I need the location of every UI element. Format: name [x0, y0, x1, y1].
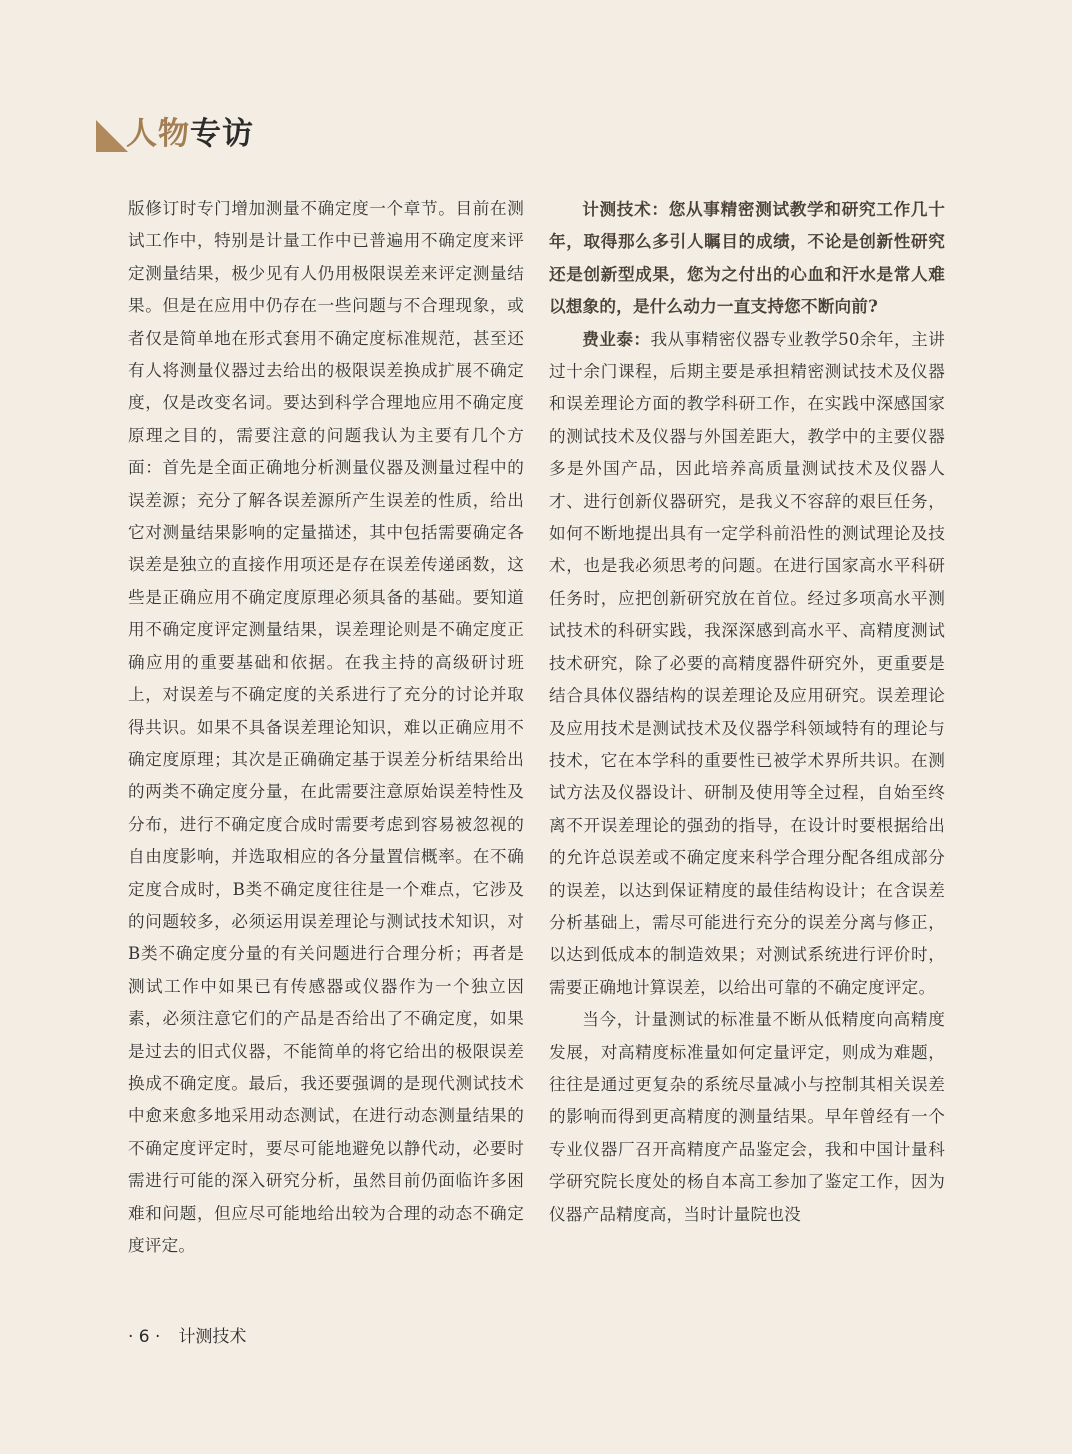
journal-name: 计测技术 [178, 1327, 247, 1347]
section-header [96, 108, 396, 158]
right-column [549, 193, 945, 1231]
answer-speaker: 费业泰： [582, 328, 651, 349]
page-number: · 6 · [128, 1327, 161, 1347]
section-title-part2: 专访 [190, 116, 254, 152]
question-speaker: 计测技术： [582, 199, 669, 219]
question-text: 您从事精密测试教学和研究工作几十年，取得那么多引人瞩目的成绩，不论是创新性研究还是创新型成果，您为之付出的心血和汗水是常人难以想象的，是什么动力一直支持您不断向前? [549, 199, 946, 317]
answer-text: 我从事精密仪器专业教学50余年，主讲过十余门课程，后期主要是承担精密测试技术及仪器和误差理论方面的教学科研工作，在实践中深感国家的测试技术及仪器与外国差距大，教学中的主要仪器多是外国产品，因此培养高质量测试技术及仪器人才、进行创新仪器研究，是我义不容辞的艰巨任务，如何不断地提出具有一定学科前沿性的测试理论及技术，也是我必须思考的问题。在进行国家高水平科研任务时，应把创新研究放在首位。经过多项高水平测试技术的科研实践，我深深感到高水平、高精度测试技术研究，除了必要的高精度器件研究外，更重要是结合具体仪器结构的误差理论及应用研究。误差理论及应用技术是测试技术及仪器学科领域特有的理论与技术，它在本学科的重要性已被学术界所共识。在测试方法及仪器设计、研制及使用等全过程，自始至终离不开误差理论的强劲的指导，在设计时要根据给出的允许总误差或不确定度来科学合理分配各组成部分的误差，以达到保证精度的最佳结构设计；在含误差分析基础上，需尽可能进行充分的误差分离与修正，以达到低成本的制造效果；对测试系统进行评价时，需要正确地计算误差，以给出可靠的不确定度评定。 [549, 329, 945, 997]
header-triangle-decoration [96, 120, 128, 152]
page-footer [128, 1322, 246, 1347]
section-title [126, 108, 254, 153]
left-column [128, 193, 524, 1262]
left-paragraph-1: 版修订时专门增加测量不确定度一个章节。目前在测试工作中，特别是计量工作中已普遍用不确定度来评定测量结果，极少见有人仍用极限误差来评定测量结果。但是在应用中仍存在一些问题与不合理现象，或者仅是简单地在形式套用不确定度标准规范，甚至还有人将测量仪器过去给出的极限误差换成扩展不确定度，仅是改变名词。要达到科学合理地应用不确定度原理之目的，需要注意的问题我认为主要有几个方面：首先是全面正确地分析测量仪器及测量过程中的误差源；充分了解各误差源所产生误差的性质，给出它对测量结果影响的定量描述，其中包括需要确定各误差是独立的直接作用项还是存在误差传递函数，这些是正确应用不确定度原理必须具备的基础。要知道用不确定度评定测量结果，误差理论则是不确定度正确应用的重要基础和依据。在我主持的高级研讨班上，对误差与不确定度的关系进行了充分的讨论并取得共识。如果不具备误差理论知识，难以正确应用不确定度原理；其次是正确确定基于误差分析结果给出的两类不确定度分量，在此需要注意原始误差特性及分布，进行不确定度合成时需要考虑到容易被忽视的自由度影响，并选取相应的各分量置信概率。在不确定度合成时，B类不确定度往往是一个难点，它涉及的问题较多，必须运用误差理论与测试技术知识，对B类不确定度分量的有关问题进行合理分析；再者是测试工作中如果已有传感器或仪器作为一个独立因素，必须注意它们的产品是否给出了不确定度，如果是过去的旧式仪器，不能简单的将它给出的极限误差换成不确定度。最后，我还要强调的是现代测试技术中愈来愈多地采用动态测试，在进行动态测量结果的不确定度评定时，要尽可能地避免以静代动，必要时需进行可能的深入研究分析，虽然目前仍面临许多困难和问题，但应尽可能地给出较为合理的动态不确定度评定。 [128, 199, 524, 1255]
right-paragraph-3: 当今，计量测试的标准量不断从低精度向高精度发展，对高精度标准量如何定量评定，则成为难题，往往是通过更复杂的系统尽量减小与控制其相关误差的影响而得到更高精度的测量结果。早年曾经有一个专业仪器厂召开高精度产品鉴定会，我和中国计量科学研究院长度处的杨自本高工参加了鉴定工作，因为仪器产品精度高，当时计量院也没 [549, 1010, 945, 1224]
section-title-part1: 人物 [126, 116, 190, 152]
interview-answer [549, 323, 945, 1005]
interview-question [549, 193, 945, 323]
